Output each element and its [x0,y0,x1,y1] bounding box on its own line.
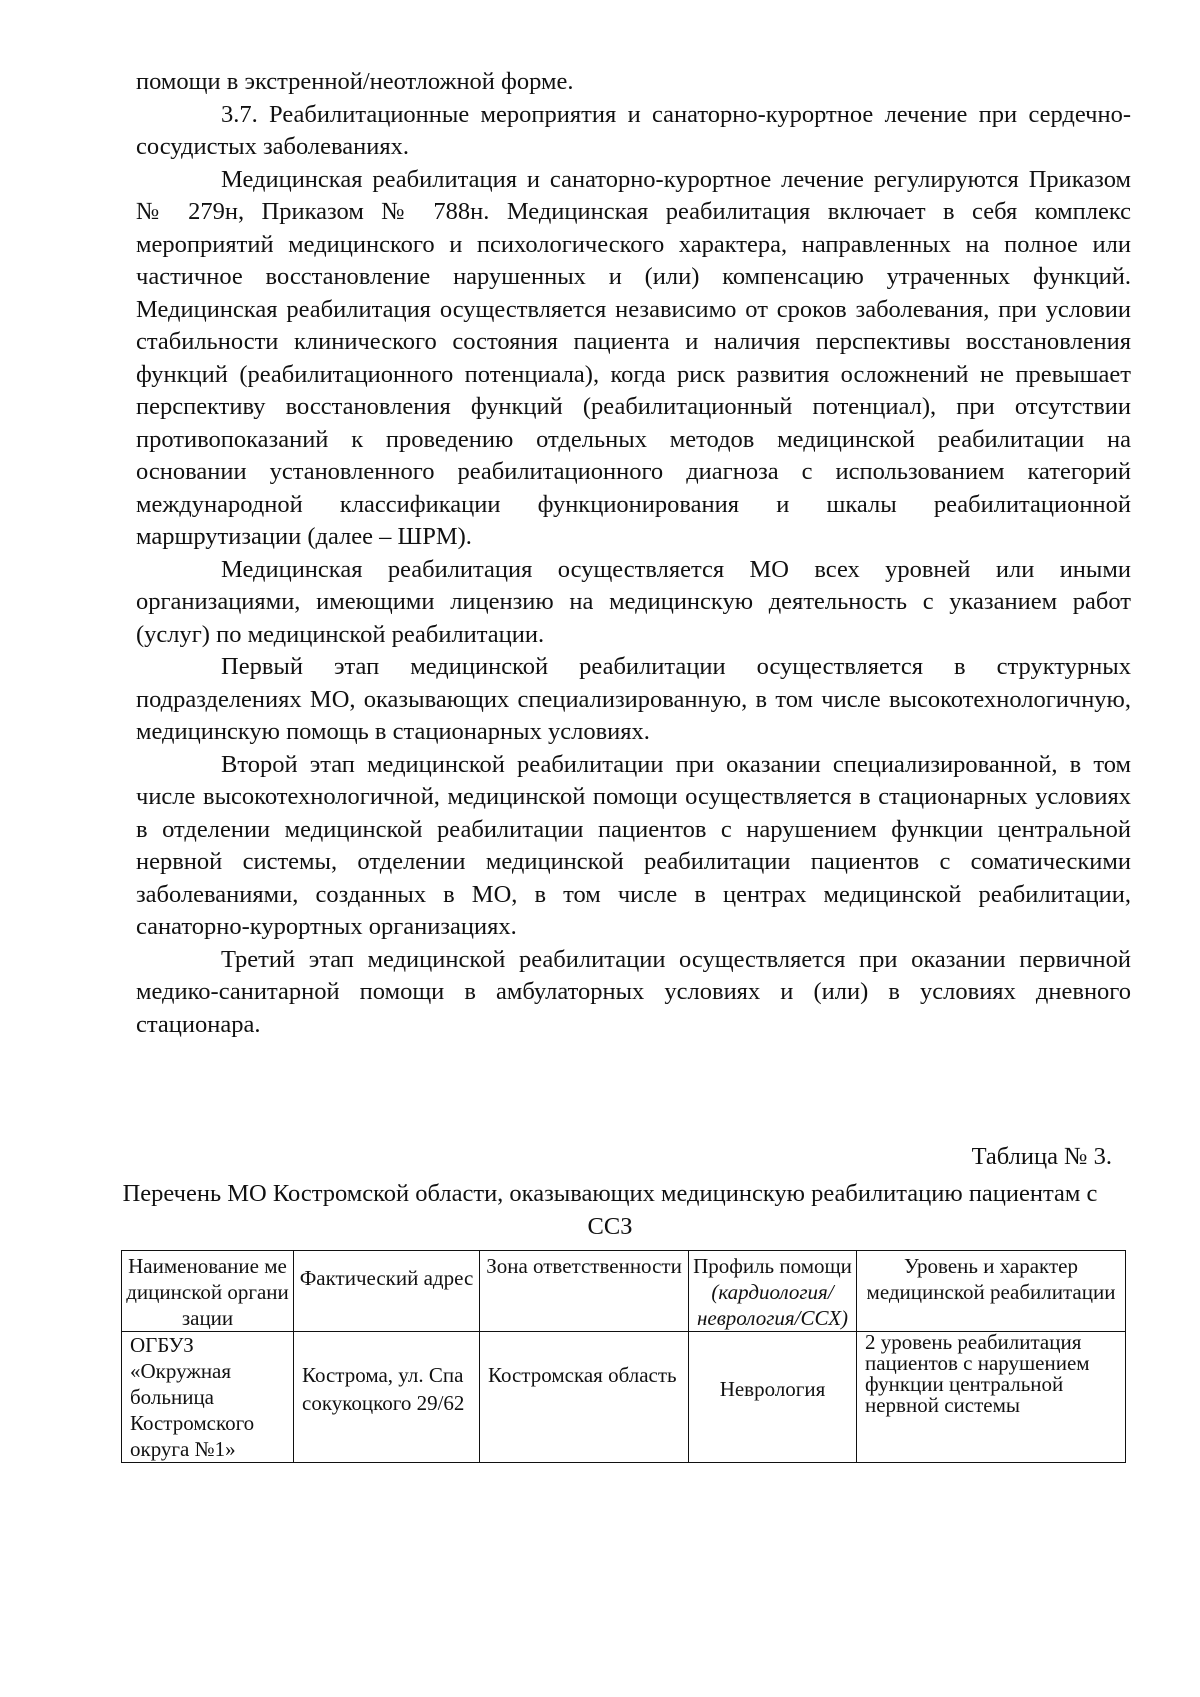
header-zone: Зона ответственности [480,1251,689,1332]
table-number: Таблица № 3. [971,1143,1112,1170]
header-name: Наименование медицинской организации [122,1251,294,1332]
section-heading-3-7: 3.7. Реабилитационные мероприятия и санаторно-курортное лечение при сердечно- сосудистых заболеваниях. [136,100,1131,160]
paragraph-stage-one: Первый этап медицинской реабилитации осуществляется в структурных подразделениях МО, оказывающих специализированную, в том числе высокотехнологичную, медицинскую помощь в стационарных условиях. [136,653,1131,745]
cell-zone: Костромская область [480,1332,689,1463]
table-title: Перечень МО Костромской области, оказывающих медицинскую реабилитацию пациентам с ССЗ [122,1180,1098,1240]
cell-profile: Неврология [689,1332,857,1463]
table-header-row [122,1251,1126,1332]
header-profile-label: Профиль помощи [693,1254,852,1278]
cell-organization: ОГБУЗ «Окружная больница Костромского округа №1» [122,1332,294,1463]
header-address: Фактический адрес [294,1251,480,1332]
paragraph-stage-two: Второй этап медицинской реабилитации при оказании специализированной, в том числе высокотехнологичной, медицинской помощи осуществляется в стационарных условиях в отделении медицинской реабилитации пациентов с нарушением функции центральной нервной системы, отделении медицинской реабилитации пациентов с соматическими заболеваниями, созданных в МО, в том числе в центрах медицинской реабилитации, санаторно-курортных организациях. [136,750,1131,940]
paragraph-rehab-organizations: Медицинская реабилитация осуществляется МО всех уровней или иными организациями, имеющими лицензию на медицинскую деятельность с указанием работ (услуг) по медицинской реабилитации. [136,555,1131,648]
paragraph-stage-three: Третий этап медицинской реабилитации осуществляется при оказании первичной медико-санитарной помощи в амбулаторных условиях и (или) в условиях дневного стационара. [136,945,1131,1038]
table-row [122,1332,1126,1463]
cell-level: 2 уровень реабилитация пациентов с нарушением функции центральной нервной системы [857,1332,1126,1463]
paragraph-continuation: помощи в экстренной/неотложной форме. [136,68,574,95]
body-text [136,66,1131,1041]
header-profile-italic: (кардиология/ неврология/ССХ) [696,1280,849,1330]
header-level: Уровень и характер медицинской реабилитации [857,1251,1126,1332]
rehab-organizations-table [121,1250,1126,1463]
header-profile [689,1251,857,1332]
paragraph-rehab-regulation: Медицинская реабилитация и санаторно-курортное лечение регулируются Приказом № 279н, Приказом № 788н. Медицинская реабилитация включает в себя комплекс мероприятий медицинского и психологического характера, направленных на полное или частичное восстановление нарушенных и (или) компенсацию утраченных функций. Медицинская реабилитация осуществляется независимо от сроков заболевания, при условии стабильности клинического состояния пациента и наличия перспективы восстановления функций (реабилитационного потенциала), когда риск развития осложнений не превышает перспективу восстановления функций (реабилитационный потенциал), при отсутствии противопоказаний к проведению отдельных методов медицинской реабилитации на основании установленного реабилитационного диагноза с использованием категорий международной классификации функционирования и шкалы реабилитационной маршрутизации (далее – ШРМ). [136,165,1131,550]
cell-address: Кострома, ул. Спасокукоцкого 29/62 [294,1332,480,1463]
